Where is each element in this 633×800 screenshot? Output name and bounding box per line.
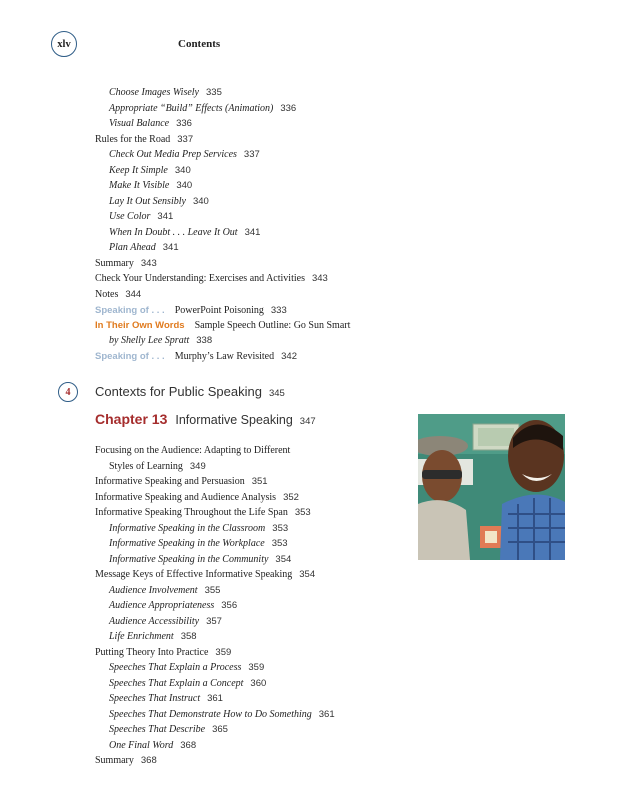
toc-entry-title: Check Your Understanding: Exercises and Activities: [95, 273, 305, 284]
toc-entry-title: Summary: [95, 257, 134, 269]
feature-title: PowerPoint Poisoning: [174, 305, 264, 316]
toc-entry[interactable]: [109, 709, 335, 721]
page-ref: 340: [192, 195, 209, 207]
page-ref: 341: [157, 211, 174, 222]
toc-entry[interactable]: [95, 755, 157, 767]
toc-entry[interactable]: [95, 258, 157, 270]
toc-entry-title: Choose Images Wisely: [109, 87, 199, 98]
toc-entry-title: Notes: [95, 288, 119, 300]
page-ref: 351: [251, 476, 268, 487]
page-ref: 361: [207, 693, 223, 704]
toc-entry-title: Speeches That Demonstrate How to Do Something: [109, 708, 312, 720]
toc-entry[interactable]: [109, 631, 197, 643]
feature-speaking-of-powerpoint[interactable]: [95, 305, 287, 317]
toc-entry[interactable]: [109, 211, 173, 223]
page-ref: 361: [318, 708, 335, 720]
toc-entry-title: Speeches That Explain a Concept: [109, 677, 244, 689]
page-ref: 335: [206, 87, 222, 98]
toc-entry-title: Message Keys of Effective Informative Speaking: [95, 569, 293, 580]
feature-title: Murphy’s Law Revisited: [174, 351, 275, 362]
page-ref: 352: [283, 491, 299, 503]
toc-entry-title: One Final Word: [109, 739, 174, 751]
page-ref: 356: [221, 600, 238, 611]
page-ref: 338: [196, 335, 213, 346]
toc-entry[interactable]: [109, 662, 264, 674]
page-ref: 365: [212, 724, 228, 735]
toc-entry[interactable]: [109, 600, 237, 612]
running-head: Contents: [178, 38, 221, 50]
toc-entry-title: Appropriate “Build” Effects (Animation): [109, 102, 274, 114]
page-ref: 354: [299, 569, 316, 580]
toc-entry[interactable]: [109, 165, 191, 177]
toc-entry-title: Rules for the Road: [95, 133, 171, 145]
toc-entry[interactable]: [109, 693, 223, 705]
chapter-photo: [418, 414, 565, 560]
toc-entry-title: Audience Involvement: [109, 584, 198, 596]
part-title-line[interactable]: [95, 384, 285, 399]
feature-speaking-of-murphy[interactable]: [95, 351, 297, 363]
page-ref: 343: [140, 257, 157, 269]
toc-entry-title: Speeches That Instruct: [109, 693, 201, 704]
feature-title: Sample Speech Outline: Go Sun Smart: [194, 320, 351, 331]
toc-entry[interactable]: [109, 740, 196, 752]
part-title: Contexts for Public Speaking: [95, 384, 262, 399]
page-ref: 337: [177, 133, 194, 145]
page-ref: 368: [140, 755, 157, 766]
page-ref: 341: [162, 242, 179, 253]
toc-entry-title: Putting Theory Into Practice: [95, 646, 209, 658]
toc-entry[interactable]: [109, 616, 222, 628]
toc-entry-title: Informative Speaking and Persuasion: [95, 476, 245, 487]
page-ref: 344: [125, 288, 142, 300]
feature-label: Speaking of . . .: [95, 305, 165, 316]
page-ref: 342: [281, 351, 297, 362]
page-ref: 336: [280, 102, 297, 114]
toc-entry-title: Informative Speaking in the Workplace: [109, 538, 265, 549]
page-ref: 359: [215, 646, 232, 658]
page-ref: 368: [180, 739, 197, 751]
toc-entry[interactable]: [95, 445, 290, 457]
toc-entry[interactable]: [95, 273, 328, 285]
page-ref: 358: [180, 631, 197, 642]
page-number: xlv: [51, 31, 77, 57]
page-ref: 341: [244, 226, 261, 238]
toc-entry-title: Informative Speaking Throughout the Life Span: [95, 507, 288, 518]
toc-entry[interactable]: [95, 647, 231, 659]
chapter-label: Chapter 13: [95, 411, 168, 427]
feature-byline[interactable]: [109, 335, 212, 347]
toc-entry[interactable]: [109, 196, 209, 208]
feature-in-their-own-words[interactable]: [95, 320, 350, 332]
toc-entry[interactable]: [109, 585, 220, 597]
toc-entry[interactable]: [109, 461, 206, 473]
toc-entry-title: Focusing on the Audience: Adapting to Different: [95, 445, 291, 456]
part-number: 4: [58, 382, 78, 402]
toc-entry[interactable]: [109, 87, 222, 99]
toc-entry[interactable]: [109, 523, 288, 535]
toc-entry[interactable]: [95, 289, 141, 301]
toc-entry[interactable]: [109, 724, 228, 736]
toc-entry-title: Audience Appropriateness: [109, 600, 215, 611]
toc-entry[interactable]: [95, 476, 268, 488]
toc-entry[interactable]: [109, 554, 291, 566]
toc-entry-title: Speeches That Explain a Process: [109, 662, 242, 673]
toc-entry-title: Informative Speaking and Audience Analysis: [95, 491, 277, 503]
toc-entry-title: Informative Speaking in the Classroom: [109, 522, 266, 534]
toc-entry[interactable]: [95, 569, 315, 581]
page-header: [0, 0, 633, 70]
toc-entry[interactable]: [109, 538, 288, 550]
toc-entry[interactable]: [109, 678, 266, 690]
page-ref: 343: [311, 273, 328, 284]
toc-entry[interactable]: [109, 103, 296, 115]
classroom-photo: [418, 414, 565, 560]
toc-entry[interactable]: [109, 180, 192, 192]
toc-entry-title: Speeches That Describe: [109, 724, 206, 735]
toc-entry-title: Summary: [95, 755, 134, 766]
feature-label: Speaking of . . .: [95, 351, 165, 362]
page-ref: 349: [189, 460, 206, 472]
page-ref: 336: [176, 118, 192, 129]
toc-entry[interactable]: [95, 134, 193, 146]
page-ref: 353: [294, 507, 311, 518]
toc-entry-title: Check Out Media Prep Services: [109, 149, 237, 160]
toc-entry-title: Keep It Simple: [109, 164, 168, 176]
page-ref: 353: [271, 538, 288, 549]
chapter-title: Informative Speaking: [175, 413, 293, 427]
toc-entry-title: Styles of Learning: [109, 460, 183, 472]
page-ref: 340: [174, 164, 191, 176]
toc-entry-title: Life Enrichment: [109, 631, 174, 642]
page-ref: 345: [268, 388, 285, 399]
feature-label: In Their Own Words: [95, 320, 185, 331]
toc-entry-title: Plan Ahead: [109, 242, 156, 253]
toc-entry[interactable]: [109, 242, 179, 254]
toc-entry[interactable]: [95, 492, 299, 504]
toc-entry-title: Audience Accessibility: [109, 615, 200, 627]
page-ref: 359: [248, 662, 265, 673]
page-ref: 357: [206, 615, 222, 627]
toc-entry-title: Use Color: [109, 211, 151, 222]
page-ref: 347: [299, 416, 316, 427]
page-ref: 360: [250, 677, 267, 689]
chapter-heading[interactable]: [95, 411, 316, 429]
toc-entry-title: Lay It Out Sensibly: [109, 195, 186, 207]
toc-entry-title: Make It Visible: [109, 180, 170, 191]
toc-entry[interactable]: [109, 227, 260, 239]
page-ref: 353: [272, 522, 289, 534]
toc-entry-title: When In Doubt . . . Leave It Out: [109, 226, 238, 238]
page-ref: 354: [275, 553, 292, 565]
page-ref: 333: [270, 305, 287, 316]
toc-entry[interactable]: [95, 507, 311, 519]
toc-entry-title: Visual Balance: [109, 118, 170, 129]
byline-text: by Shelly Lee Spratt: [109, 335, 190, 346]
toc-entry[interactable]: [109, 149, 260, 161]
toc-entry-title: Informative Speaking in the Community: [109, 553, 269, 565]
page-ref: 337: [243, 149, 260, 160]
page-ref: 355: [204, 584, 221, 596]
page-ref: 340: [176, 180, 193, 191]
toc-entry[interactable]: [109, 118, 192, 130]
